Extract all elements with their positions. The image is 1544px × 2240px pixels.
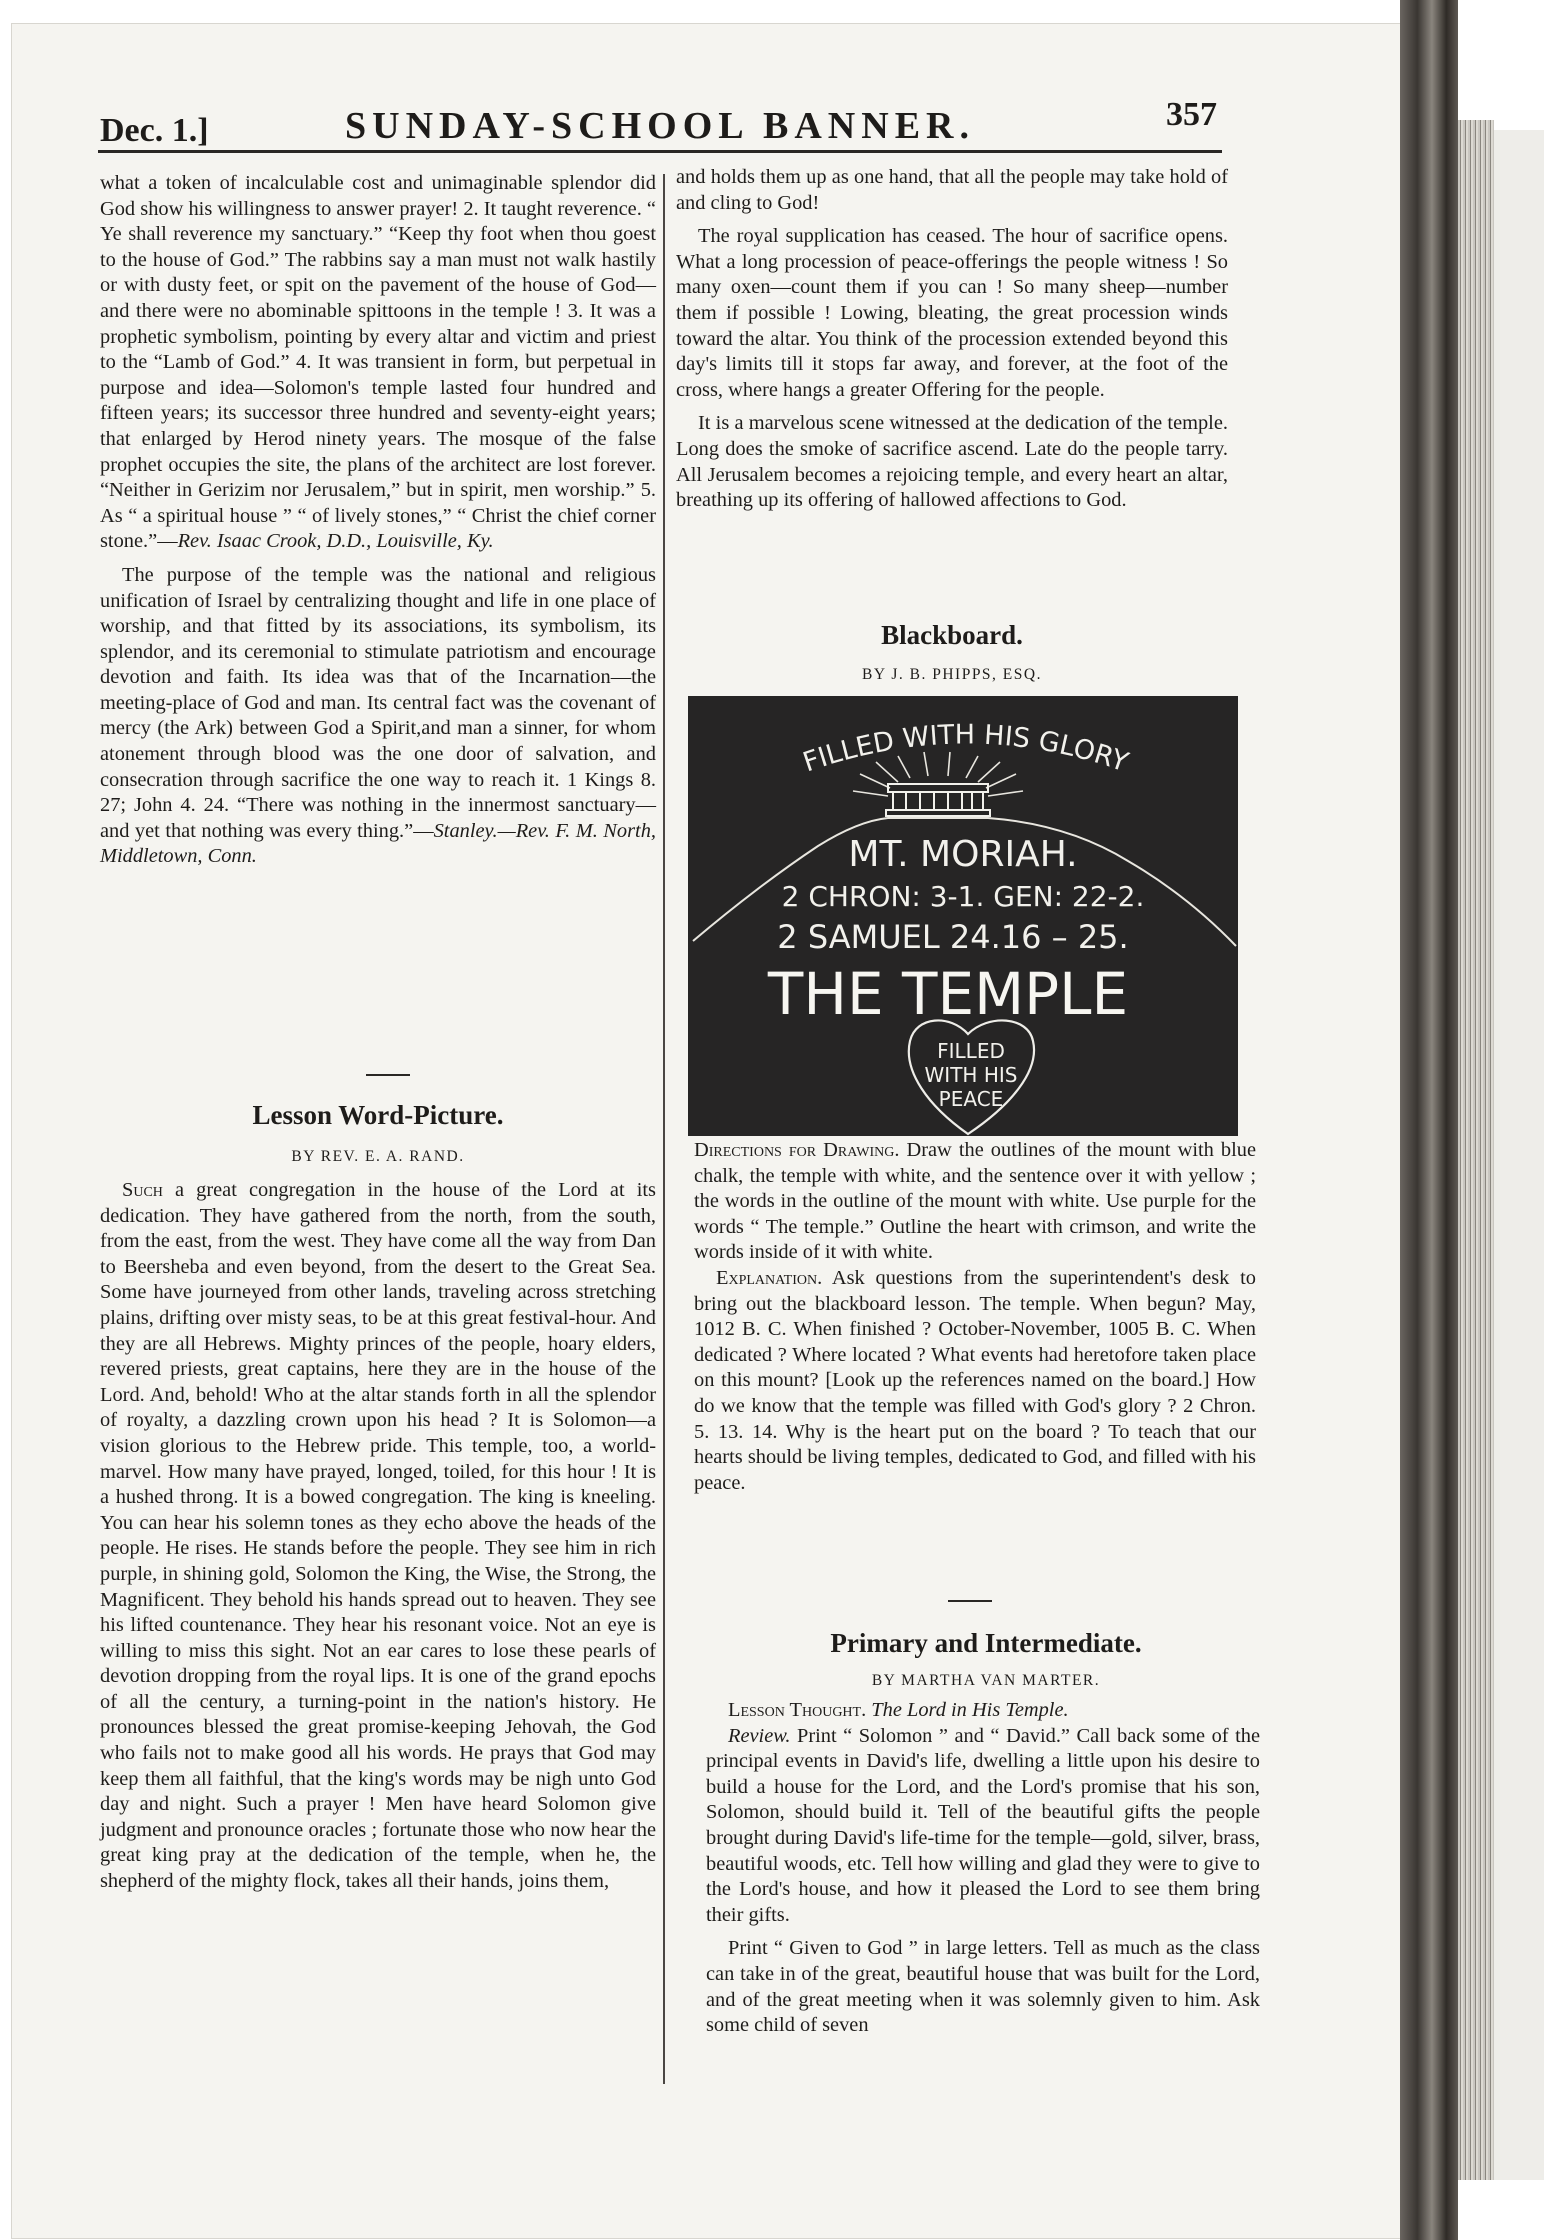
left-paragraph-2: The purpose of the temple was the national and religious unification of Israel by centralizing thought and life in one place of worship, and that fitted by its associations, its symbolism, its splendor, and its ceremonial to stimulate patriotism and encourage devotion and faith. Its idea was that of the Incarnation—the meeting-place of God and man. Its central fact was the covenant of mercy (the Ark) between God a Spirit,and man a sinner, for whom atonement through blood was the one door of salvation, and consecration through sacrifice the one way to reach it. 1 Kings 8. 27; John 4. 24. “There was nothing in the innermost sanctuary—and yet that nothing was every thing.”—Stanley.—Rev. F. M. North, Middletown, Conn. [100,563,656,868]
byline: BY REV. E. A. RAND. [291,1148,465,1165]
explanation-paragraph: Explanation. Ask questions from the superintendent's desk to bring out the blackboard lesson. The temple. When begun? May, 1012 B. C. When finished ? October-November, 1005 B. C. When dedicated ? Where located ? What events had heretofore taken place on this mount? [Look up the references named on the board.] How do we know that the temple was filled with God's glory ? 2 Chron. 5. 13. 14. Why is the heart put on the board ? To teach that our hearts should be living temples, dedicated to God, and filled with his peace. [694,1266,1256,1494]
section-heading-blackboard: Blackboard. [881,620,1023,650]
section-divider [948,1600,992,1602]
attribution: Stanley.—Rev. F. M. North, Middletown, Conn. [100,819,656,868]
mount-label: MT. MORIAH. [848,834,1078,875]
section-heading-lesson-word-picture: Lesson Word-Picture. [252,1100,504,1130]
column-rule [663,174,665,2084]
right-column-top [676,165,1228,514]
arc-text: FILLED WITH HIS GLORY [799,719,1132,779]
running-head-date: Dec. 1.] [100,112,209,149]
scan-margin [1458,0,1544,130]
page-number: 357 [1166,96,1217,133]
heart-line-1: FILLED [937,1039,1005,1063]
right-paragraph-3: It is a marvelous scene witnessed at the dedication of the temple. Long does the smoke of sacrifice ascend. Late do the people tarry. All Jerusalem becomes a rejoicing temple, and every heart an altar, breathing up its offering of hallowed affections to God. [676,412,1228,512]
left-column [100,171,656,870]
scripture-ref-1: 2 CHRON: 3-1. GEN: 22-2. [781,880,1145,913]
section-heading-primary: Primary and Intermediate. [830,1628,1142,1658]
lesson-thought: Lesson Thought. The Lord in His Temple. [728,1699,1069,1721]
section-divider [366,1074,410,1076]
right-paragraph-1: and holds them up as one hand, that all the people may take hold of and cling to God! [676,166,1228,214]
byline: BY MARTHA VAN MARTER. [871,1672,1101,1689]
right-column-bottom [694,1138,1256,1496]
header-rule [98,150,1222,153]
directions-paragraph: Directions for Drawing. Draw the outlines of the mount with blue chalk, the temple with white, and the sentence over it with yellow ; the words in the outline of the mount with white. Use purple for the words “ The temple.” Outline the heart with crimson, and write the words inside of it with white. [694,1139,1257,1264]
review-paragraph: Review. Print “ Solomon ” and “ David.” Call back some of the principal events in David's life, dwelling a little upon his desire to build a house for the Lord, and the Lord's promise that his son, Solomon, should build it. Tell of the beautiful gifts the people brought during David's life-time for the temple—gold, silver, brass, beautiful woods, etc. Tell how willing and glad they were to give to the Lord's house, and how it pleased the Lord to see them bring their gifts. [706,1724,1260,1926]
lesson-word-picture-body: Such a great congregation in the house of the Lord at its dedication. They have gathered from the north, from the south, from the east, from the west. They have come all the way from Dan to Beersheba and even beyond, from the desert to the Great Sea. Some have journeyed from other lands, traveling across stretching plains, drifting over misty seas, to be at this great festival-hour. And they are all Hebrews. Mighty princes of the people, hoary elders, revered priests, great captains, here they are in the house of the Lord. And, behold! Who at the altar stands forth in all the splendor of royalty, a dazzling crown upon his head ? It is Solomon—a vision glorious to the Hebrew pride. This temple, too, a world-marvel. How many have prayed, longed, toiled, for this hour ! It is a hushed throng. It is a bowed congregation. The king is kneeling. You can hear his solemn tones as they echo above the heads of the people. He rises. He stands before the people. They see him in rich purple, in shining gold, Solomon the King, the Wise, the Strong, the Magnificent. They behold his hands spread out to heaven. They see his lifted countenance. They hear his resonant voice. Not an eye is willing to miss this sight. Not an ear cares to lose these pearls of devotion dropping from the royal lips. It is one of the grand epochs of all the century, a turning-point in the nation's history. He pronounces blessed the great promise-keeping Jehovah, the God who fails not to make good all his words. He prays that God may keep them all faithful, that the king's words may be nigh unto God day and night. Such a prayer ! Men have heard Solomon give judgment and pronounce oracles ; fortunate those who now hear the great king pray at the dedication of the temple, when he, the shepherd of the mighty flock, takes all their hands, joins them, [100,1179,656,1893]
heart-line-2: WITH HIS [924,1063,1018,1087]
attribution: Rev. Isaac Crook, D.D., Louisville, Ky. [177,530,494,553]
running-head-title: SUNDAY-SCHOOL BANNER. [345,105,975,147]
blackboard-drawing [688,696,1238,1136]
right-paragraph-2: The royal supplication has ceased. The hour of sacrifice opens. What a long procession of peace-offerings the people witness ! So many oxen—count them if you can ! So many sheep—number them if possible ! Lowing, bleating, the great procession winds toward the altar. You think of the procession extended beyond this day's limits till it stops far away, and forever, at the foot of the cross, where hangs a greater Offering for the people. [676,225,1228,401]
back-cover-edge [1494,130,1544,2180]
scripture-ref-2: 2 SAMUEL 24.16 – 25. [777,918,1129,956]
heart-line-3: PEACE [938,1087,1004,1111]
left-paragraph-1: what a token of incalculable cost and unimaginable splendor did God show his willingness to answer prayer! 2. It taught reverence. “ Ye shall reverence my sanctuary.” “Keep thy foot when thou goest to the house of God.” The rabbins say a man must not walk hastily or with dusty feet, or spit on the pavement of the house of God—and there were no abominable spittoons in the temple ! 3. It was a prophetic symbolism, pointing by every altar and victim and priest to the “Lamb of God.” 4. It was transient in form, but perpetual in purpose and idea—Solomon's temple lasted four hundred and fifteen years; its successor three hundred and seventy-eight years; that enlarged by Herod ninety years. The mosque of the false prophet occupies the site, the plans of the architect are lost forever. “Neither in Gerizim nor Jerusalem,” but in spirit, men worship.” 5. As “ a spiritual house ” “ of lively stones,” “ Christ the chief corner stone.”—Rev. Isaac Crook, D.D., Louisville, Ky. [100,172,656,553]
book-spine-edge [1400,0,1458,2240]
byline: BY J. B. PHIPPS, ESQ. [862,666,1042,683]
page-stack-edge [1458,120,1494,2180]
temple-icon [886,784,990,816]
primary-body [706,1698,1260,2039]
temple-label: THE TEMPLE [767,960,1129,1028]
primary-paragraph-2: Print “ Given to God ” in large letters. Tell as much as the class can take in of the great, beautiful house that was built for the Lord, and of the great meeting when it was solemnly given to him. Ask some child of seven [706,1937,1260,2037]
blackboard-illustration [688,696,1238,1136]
